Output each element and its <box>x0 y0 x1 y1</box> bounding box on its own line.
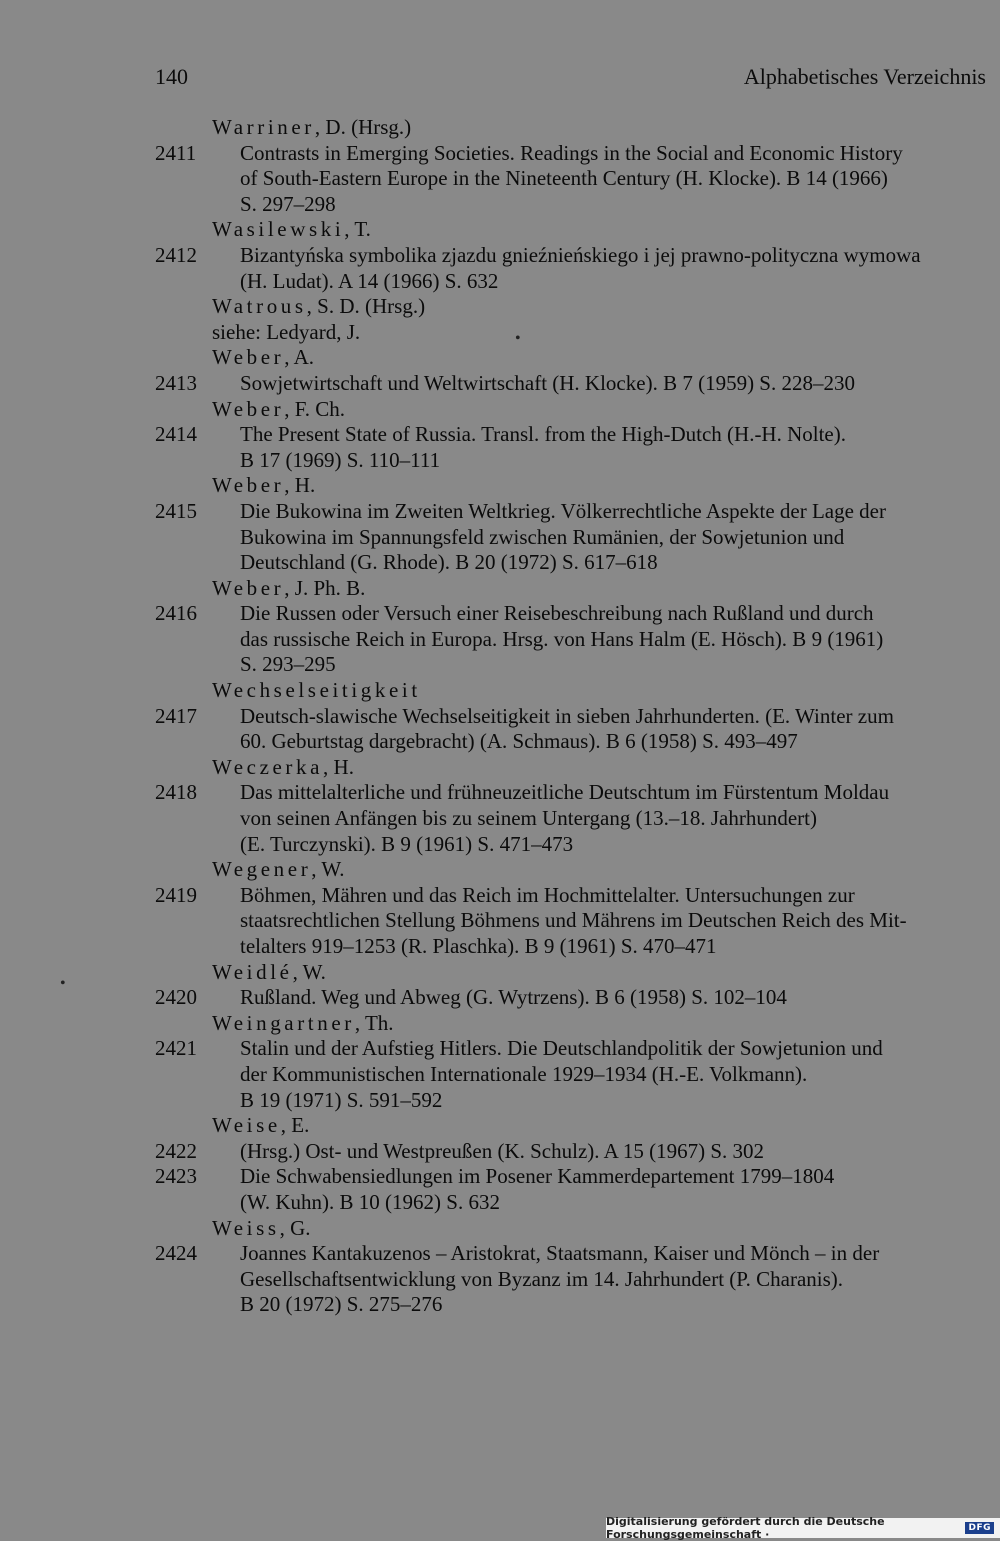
entry-line: of South-Eastern Europe in the Nineteenth Century (H. Klocke). B 14 (1966) <box>240 166 888 191</box>
entry-line: telalters 919–1253 (R. Plaschka). B 9 (1961) S. 470–471 <box>240 934 717 958</box>
entry-number: 2424 <box>155 1241 197 1266</box>
author-name: Weber <box>212 575 285 600</box>
entry-number: 2422 <box>155 1138 197 1163</box>
bibliography-entry <box>0 141 1000 218</box>
author-initials: , H. <box>284 473 316 498</box>
author-name: Weidlé <box>212 959 293 984</box>
author-heading <box>212 115 1000 141</box>
entry-line: B 20 (1972) S. 275–276 <box>240 1292 443 1317</box>
author-heading <box>212 345 1000 371</box>
entry-number: 2412 <box>155 242 197 267</box>
entry-line: Joannes Kantakuzenos – Aristokrat, Staatsmann, Kaiser und Mönch – in der <box>240 1241 880 1266</box>
author-heading <box>212 576 1000 602</box>
entry-number: 2420 <box>155 985 197 1010</box>
entry-line: von seinen Anfängen bis zu seinem Untergang (13.–18. Jahrhundert) <box>240 806 817 831</box>
author-name: Weise <box>212 1113 281 1138</box>
entry-line: Bizantyńska symbolika zjazdu gnieźnieńskiego i jej prawno-polityczna wymowa <box>240 242 921 267</box>
entry-number: 2415 <box>155 498 197 523</box>
author-heading <box>212 960 1000 986</box>
entry-number: 2414 <box>155 422 197 447</box>
entry-line: (W. Kuhn). B 10 (1962) S. 632 <box>240 1189 500 1214</box>
author-initials: , W. <box>311 857 345 882</box>
author-name: Wechselseitigkeit <box>212 678 421 703</box>
entry-line: der Kommunistischen Internationale 1929–1934 (H.-E. Volkmann). <box>240 1061 808 1086</box>
bibliography-entry <box>0 1164 1000 1215</box>
author-initials: , W. <box>292 959 326 984</box>
author-name: Weber <box>212 396 285 421</box>
author-name: Warriner <box>212 115 315 139</box>
entry-number: 2423 <box>155 1164 197 1189</box>
footer-credit: Digitalisierung gefördert durch die Deutsche Forschungsgemeinschaft · <box>606 1515 885 1541</box>
author-heading <box>212 857 1000 883</box>
author-initials: , H. <box>323 754 354 779</box>
author-name: Weber <box>212 345 285 370</box>
entry-line: Contrasts in Emerging Societies. Readings in the Social and Economic History <box>240 140 903 165</box>
entry-line: (Hrsg.) Ost- und Westpreußen (K. Schulz). A 15 (1967) S. 302 <box>240 1138 765 1163</box>
entry-line: das russische Reich in Europa. Hrsg. von Hans Halm (E. Hösch). B 9 (1961) <box>240 626 884 651</box>
bibliography-entry <box>0 1241 1000 1318</box>
author-heading <box>212 755 1000 781</box>
author-heading <box>212 1011 1000 1037</box>
author-initials: , G. <box>279 1215 311 1240</box>
author-name: Wegener <box>212 857 312 882</box>
entry-line: Stalin und der Aufstieg Hitlers. Die Deutschlandpolitik der Sowjetunion und <box>240 1036 883 1061</box>
author-initials: , A. <box>284 345 315 370</box>
author-heading <box>212 1216 1000 1242</box>
author-name: Weiss <box>212 1215 280 1240</box>
author-heading <box>212 217 1000 243</box>
entry-line: Sowjetwirtschaft und Weltwirtschaft (H. Klocke). B 7 (1959) S. 228–230 <box>240 370 855 395</box>
dfg-logo-icon: DFG <box>965 1522 994 1534</box>
bibliography-entry <box>0 1139 1000 1165</box>
bibliography-entry <box>0 704 1000 755</box>
bibliography-entry <box>0 422 1000 473</box>
author-name: Wasilewski <box>212 217 345 242</box>
scan-speck: • <box>515 330 521 347</box>
entry-line: Deutsch-slawische Wechselseitigkeit in sieben Jahrhunderten. (E. Winter zum <box>240 703 894 728</box>
entry-line: Die Schwabensiedlungen im Posener Kammerdepartement 1799–1804 <box>240 1164 835 1189</box>
entry-number: 2413 <box>155 370 197 395</box>
author-heading <box>212 397 1000 423</box>
entry-number: 2419 <box>155 882 197 907</box>
entry-line: Deutschland (G. Rhode). B 20 (1972) S. 617–618 <box>240 550 658 575</box>
author-initials: , D. (Hrsg.) <box>314 115 412 139</box>
entry-line: Die Russen oder Versuch einer Reisebeschreibung nach Rußland und durch <box>240 601 874 626</box>
author-name: Weczerka <box>212 754 324 779</box>
entry-line: The Present State of Russia. Transl. from the High-Dutch (H.-H. Nolte). <box>240 422 846 447</box>
author-initials: , T. <box>344 217 371 242</box>
entry-line: S. 293–295 <box>240 652 336 677</box>
entry-number: 2418 <box>155 780 197 805</box>
scan-speck: • <box>60 975 66 992</box>
entry-line: Gesellschaftsentwicklung von Byzanz im 14. Jahrhundert (P. Charanis). <box>240 1266 844 1291</box>
bibliography-entry <box>0 499 1000 576</box>
author-heading <box>212 1113 1000 1139</box>
author-initials: , S. D. (Hrsg.) <box>306 294 426 319</box>
entry-number: 2421 <box>155 1036 197 1061</box>
page-number: 140 <box>155 64 188 89</box>
entry-line: B 19 (1971) S. 591–592 <box>240 1087 443 1112</box>
author-heading <box>212 473 1000 499</box>
author-heading <box>212 678 1000 704</box>
author-initials: , E. <box>280 1113 310 1138</box>
digitization-footer <box>606 1515 1000 1541</box>
author-name: Watrous <box>212 294 307 319</box>
entry-line: Die Bukowina im Zweiten Weltkrieg. Völkerrechtliche Aspekte der Lage der <box>240 498 886 523</box>
entry-number: 2411 <box>155 140 197 165</box>
bibliography-entry <box>0 371 1000 397</box>
entry-line: Rußland. Weg und Abweg (G. Wytrzens). B 6 (1958) S. 102–104 <box>240 985 787 1010</box>
author-name: Weingartner <box>212 1010 355 1035</box>
entry-line: Das mittelalterliche und frühneuzeitliche Deutschtum im Fürstentum Moldau <box>240 780 890 805</box>
bibliography-entry <box>0 780 1000 857</box>
entry-line: S. 297–298 <box>240 191 336 216</box>
author-heading <box>212 294 1000 320</box>
bibliography-entry <box>0 243 1000 294</box>
see-also-reference: siehe: Ledyard, J. <box>212 319 361 344</box>
entry-number: 2416 <box>155 601 197 626</box>
entry-line: 60. Geburtstag dargebracht) (A. Schmaus). B 6 (1958) S. 493–497 <box>240 729 798 754</box>
bibliography-entry <box>0 985 1000 1011</box>
entry-line: Bukowina im Spannungsfeld zwischen Rumänien, der Sowjetunion und <box>240 524 845 549</box>
running-head: Alphabetisches Verzeichnis <box>743 64 986 89</box>
bibliography-entry <box>0 883 1000 960</box>
entry-line: (E. Turczynski). B 9 (1961) S. 471–473 <box>240 831 574 856</box>
entry-line: B 17 (1969) S. 110–111 <box>240 447 441 472</box>
bibliography-entry <box>0 601 1000 678</box>
entry-line: staatsrechtlichen Stellung Böhmens und Mährens im Deutschen Reich des Mit- <box>240 908 907 933</box>
author-initials: , F. Ch. <box>284 396 346 421</box>
entry-line: Böhmen, Mähren und das Reich im Hochmittelalter. Untersuchungen zur <box>240 882 855 907</box>
author-initials: , J. Ph. B. <box>284 575 366 600</box>
bibliography-listing <box>0 115 1000 1318</box>
entry-line: (H. Ludat). A 14 (1966) S. 632 <box>240 268 499 293</box>
author-name: Weber <box>212 473 285 498</box>
bibliography-entry <box>0 1036 1000 1113</box>
author-initials: , Th. <box>354 1010 394 1035</box>
entry-number: 2417 <box>155 703 197 728</box>
